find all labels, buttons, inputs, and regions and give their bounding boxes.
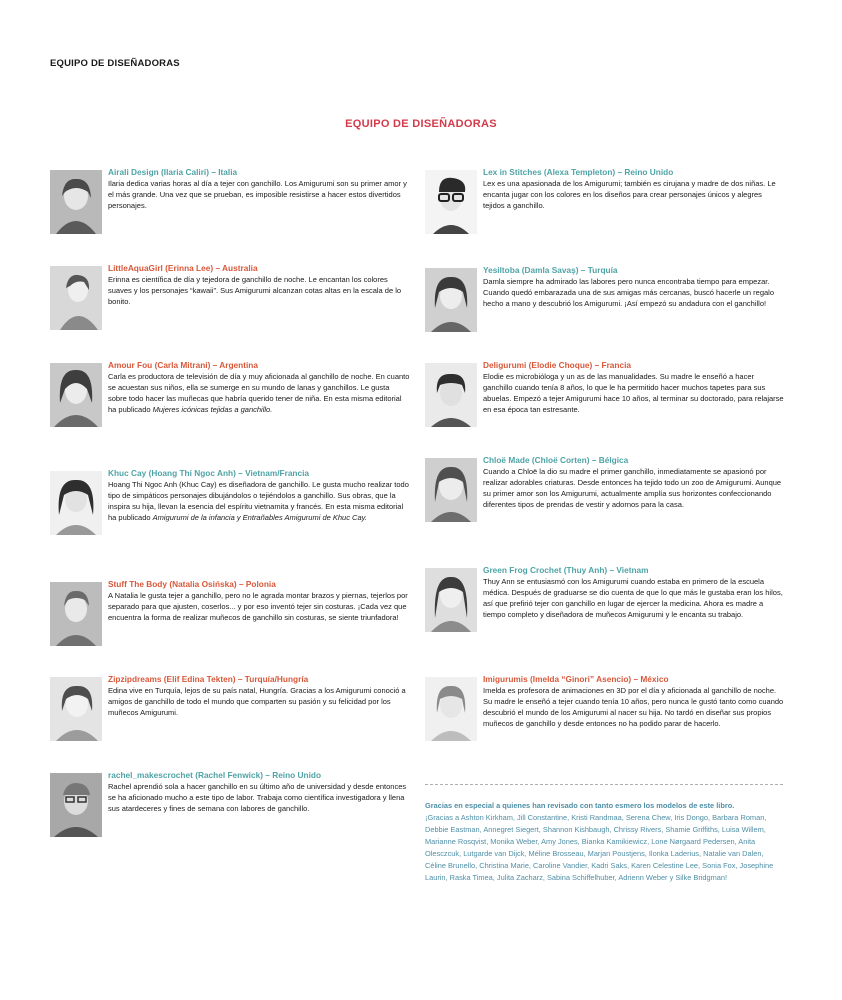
designer-name: Chloë Made (Chloë Corten) – Bélgica xyxy=(483,455,629,465)
designer-photo xyxy=(50,582,102,646)
designer-name: Green Frog Crochet (Thuy Anh) – Vietnam xyxy=(483,565,649,575)
designer-name: Khuc Cay (Hoang Thi Ngoc Anh) – Vietnam/Francia xyxy=(108,468,310,478)
designer-photo xyxy=(50,677,102,741)
designer-bio: Edina vive en Turquía, lejos de su país natal, Hungría. Gracias a los Amigurumi conoció a amigos de ganchillo de todo el mundo que comparten su pasión y su felicidad por los muñecos Amigurumi. xyxy=(108,686,406,717)
designer-bio: Elodie es microbióloga y un as de las manualidades. Su madre le enseñó a hacer ganchillo cuando tenía 8 años, lo que le ha permitido hacer muchos tapetes para sus abuelas. Empezó a tejer Amigurumi hace 10 años, al terminar su doctorado, para relajarse en esa época tan estresante. xyxy=(483,372,784,414)
page-title: EQUIPO DE DISEÑADORAS xyxy=(345,118,497,130)
designer-bio: Lex es una apasionada de los Amigurumi; también es cirujana y madre de dos niñas. Le encanta jugar con los colores en los diseños para crear personajes únicos y alegres tejidos a ganchillo. xyxy=(483,179,776,210)
designer-name: Stuff The Body (Natalia Osińska) – Polonia xyxy=(108,579,276,589)
designer-photo xyxy=(50,266,102,330)
designer-photo xyxy=(50,773,102,837)
designer-name: LittleAquaGirl (Erinna Lee) – Australia xyxy=(108,263,258,273)
designer-bio: Erinna es científica de día y tejedora de ganchillo de noche. Le encantan los colores suaves y los personajes “kawaii”. Sus Amigurumi alcanzan cotas altas en la escala de lo bonito. xyxy=(108,275,402,306)
designer-name: Yesiltoba (Damla Savaş) – Turquía xyxy=(483,265,618,275)
designer-name: Airali Design (Ilaria Caliri) – Italia xyxy=(108,167,238,177)
designer-name: rachel_makescrochet (Rachel Fenwick) – Reino Unido xyxy=(108,770,322,780)
designer-photo xyxy=(425,363,477,427)
designer-bio: Imelda es profesora de animaciones en 3D por el día y aficionada al ganchillo de noche. Su madre le enseñó a tejer cuando tenía 10 años, pero nunca le gustó tanto como cuando descubrió el mundo de los Amigurumi al nacer su hija. No tardó en diseñar sus propios muñecos de ganchillo y desde entonces no ha podido parar de hacerlo. xyxy=(483,686,784,728)
section-divider xyxy=(425,784,783,785)
designer-name: Imigurumis (Imelda “Ginori” Asencio) – México xyxy=(483,674,669,684)
designer-bio: Rachel aprendió sola a hacer ganchillo en su último año de universidad y desde entonces se ha aficionado mucho a este tipo de labor. Trabaja como científica investigadora y llena sus atardeceres y fines de semana con labores de ganchillo. xyxy=(108,782,407,813)
designer-photo xyxy=(425,568,477,632)
designer-name: Lex in Stitches (Alexa Templeton) – Reino Unido xyxy=(483,167,674,177)
designer-bio: Damla siempre ha admirado las labores pero nunca encontraba tiempo para empezar. Cuando quedó embarazada una de sus amigas más cercanas, buscó hacerle un regalo hecho a mano y descubrió los Amigurumi. ¡Así empezó su andadura con el ganchillo! xyxy=(483,277,775,308)
designer-bio: Thuy Ann se entusiasmó con los Amigurumi cuando estaba en primero de la escuela médica. Después de graduarse se dio cuenta de que lo que más le gustaba eran los hilos, así que prefirió tejer con ganchillo en lugar de ejercer la medicina. Ahora es madre a tiempo completo y diseñadora de muñecos Amigurumi y le encanta su trabajo. xyxy=(483,577,783,619)
designer-photo xyxy=(425,170,477,234)
running-header: EQUIPO DE DISEÑADORAS xyxy=(50,58,180,69)
designer-photo xyxy=(425,677,477,741)
designer-bio: Carla es productora de televisión de día y muy aficionada al ganchillo de noche. En cuanto se acuestan sus niños, ella se sumerge en su mundo de lanas y ganchillos. Le gusta sobre todo hacer las muñecas que habría querido tener de niña. En esta misma editorial ha publicado Mujeres icónicas tejidas a ganchillo. xyxy=(108,372,410,414)
designer-photo xyxy=(50,471,102,535)
designer-name: Zipzipdreams (Elif Edina Tekten) – Turquía/Hungría xyxy=(108,674,309,684)
designer-photo xyxy=(425,458,477,522)
designer-photo xyxy=(425,268,477,332)
designer-bio: A Natalia le gusta tejer a ganchillo, pero no le agrada montar brazos y piernas, tejerlos por separado para que ajusten, coserlos... y por eso inventó tejer sin costuras. ¡Cada vez que encuentra la forma de realizar muñecos de ganchillo sin costuras, se siente triunfadora! xyxy=(108,591,408,622)
designer-name: Amour Fou (Carla Mitrani) – Argentina xyxy=(108,360,258,370)
acknowledgements: Gracias en especial a quienes han revisado con tanto esmero los modelos de este libro. ¡Gracias a Ashton Kirkham, Jill Constantine, Kristi Randmaa, Serena Chew, Iris Dongo, Barbara Roman, Debbie Eastman, Annegret Siegert, Shannon Kishbaugh, Chrissy Rivers, Shamie Griffiths, Luisa Willem, Marianne Rosqvist, Monika Weber, Amy Jones, Bianka Kamikiewicz, Lone Nørgaard Pedersen, Anita Olesczcuk, Lutgarde van Dijck, Méline Brosseau, Marjan Poustjens, Ilonka Laderius, Natalie van Dalen, Céline Brunello, Christina Marie, Caroline Vandier, Kadri Saks, Karen Celestine Lee, Sonia Fox, Josephine Laurin, Raska Timea, Julita Zacharz, Sabina Schiffelhuber, Adrienn Weber y Silke Bridgman! xyxy=(425,801,774,882)
designer-photo xyxy=(50,170,102,234)
designer-photo xyxy=(50,363,102,427)
designer-name: Deligurumi (Elodie Choque) – Francia xyxy=(483,360,632,370)
designer-bio: Cuando a Chloë la dio su madre el primer ganchillo, inmediatamente se apasionó por realizar adorables criaturas. Desde entonces ha tejido todo un zoo de Amigurumi. Aunque su primer amor son los Amigurumi, actualmente amplía sus horizontes confeccionando diferentes tipos de prendas de vestir y adornos para la casa. xyxy=(483,467,782,509)
designer-bio: Ilaria dedica varias horas al día a tejer con ganchillo. Los Amigurumi son su primer amor y el más grande. Una vez que se prueban, es imposible resistirse a hacer estos divertidos personajes. xyxy=(108,179,407,210)
designer-bio: Hoang Thi Ngoc Anh (Khuc Cay) es diseñadora de ganchillo. Le gusta mucho realizar todo tipo de simpáticos personajes dibujándolos o tejiéndolos a ganchillo. Sus obras, que la inspira su hija, llevan la esencia del espíritu vietnamita y francés. En esta misma editorial ha publicado Amigurumi de la infancia y Entrañables Amigurumi de Khuc Cay. xyxy=(108,480,409,522)
